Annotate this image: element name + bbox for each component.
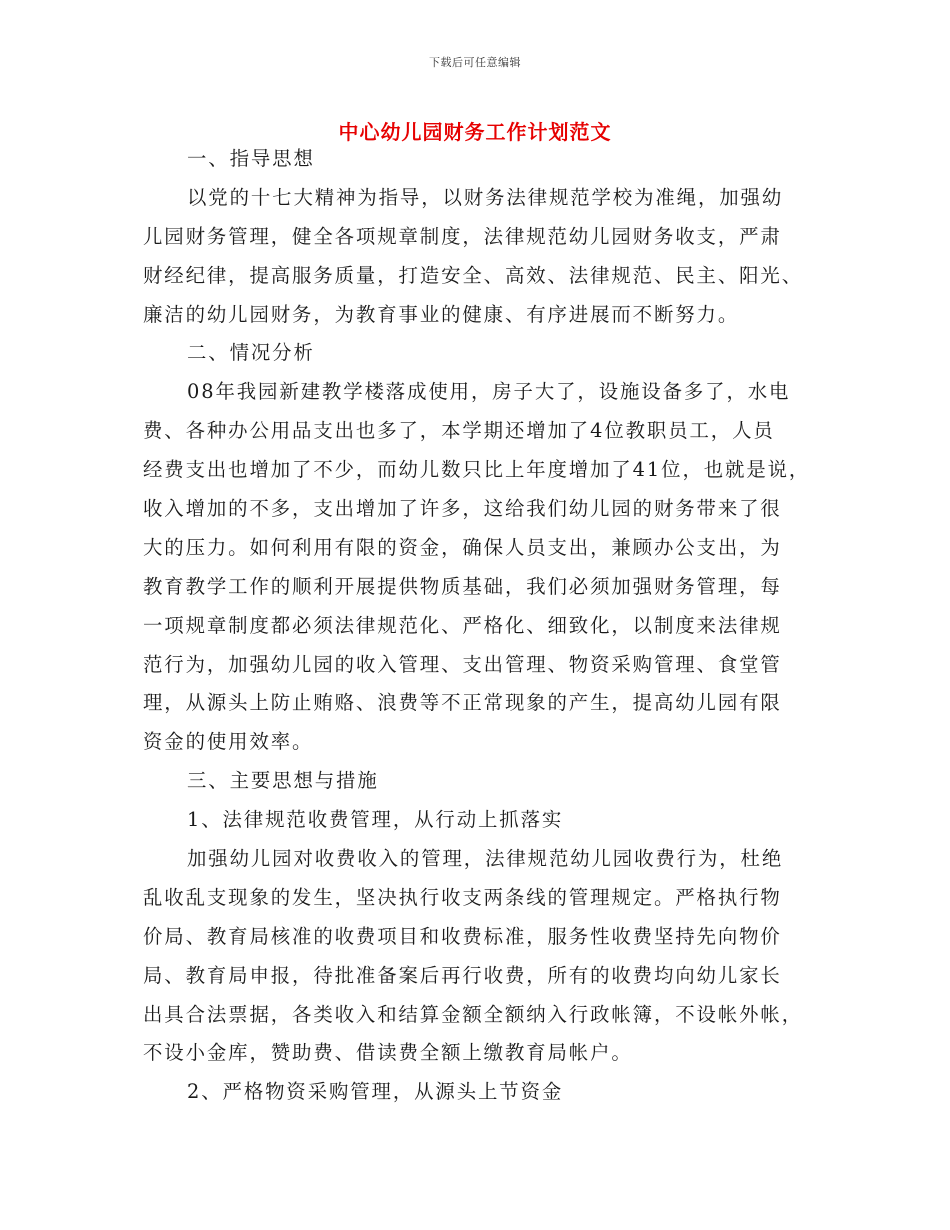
- text-line: 经费支出也增加了不少，而幼儿数只比上年度增加了41位，也就是说，: [143, 458, 811, 482]
- text-line: 二、情况分析: [187, 341, 315, 365]
- text-line: 一、指导思想: [187, 147, 315, 170]
- text-line: 资金的使用效率。: [143, 730, 314, 754]
- text-line: 财经纪律，提高服务质量，打造安全、高效、法律规范、民主、阳光、: [143, 263, 804, 287]
- text-line: 儿园财务管理，健全各项规章制度，法律规范幼儿园财务收支，严肃: [143, 224, 782, 248]
- text-line: 08年我园新建教学楼落成使用，房子大了，设施设备多了，水电: [187, 380, 791, 404]
- text-line: 三、主要思想与措施: [187, 769, 379, 793]
- text-line: 教育教学工作的顺利开展提供物质基础，我们必须加强财务管理，每: [143, 574, 782, 598]
- text-line: 加强幼儿园对收费收入的管理，法律规范幼儿园收费行为，杜绝: [187, 847, 784, 871]
- text-line: 范行为，加强幼儿园的收入管理、支出管理、物资采购管理、食堂管: [143, 652, 782, 676]
- text-line: 费、各种办公用品支出也多了，本学期还增加了4位教职员工，人员: [143, 419, 775, 443]
- text-line: 不设小金库，赞助费、借读费全额上缴教育局帐户。: [143, 1041, 633, 1065]
- header-note: 下载后可任意编辑: [429, 56, 521, 69]
- text-line: 局、教育局申报，待批准备案后再行收费，所有的收费均向幼儿家长: [143, 963, 782, 987]
- document-title: 中心幼儿园财务工作计划范文: [338, 120, 612, 144]
- document-body: [143, 140, 815, 1112]
- text-line: 出具合法票据，各类收入和结算金额全额纳入行政帐簿，不设帐外帐，: [143, 1002, 804, 1026]
- text-line: 2、严格物资采购管理，从源头上节资金: [187, 1080, 564, 1104]
- text-line: 乱收乱支现象的发生，坚决执行收支两条线的管理规定。严格执行物: [143, 885, 782, 909]
- text-line: 价局、教育局核准的收费项目和收费标准，服务性收费坚持先向物价: [143, 924, 782, 948]
- text-line: 收入增加的不多，支出增加了许多，这给我们幼儿园的财务带来了很: [143, 497, 782, 521]
- text-line: 理，从源头上防止贿赂、浪费等不正常现象的产生，提高幼儿园有限: [143, 691, 782, 715]
- text-line: 廉洁的幼儿园财务，为教育事业的健康、有序进展而不断努力。: [143, 302, 740, 326]
- text-line: 1、法律规范收费管理，从行动上抓落实: [187, 808, 564, 832]
- text-line: 大的压力。如何利用有限的资金，确保人员支出，兼顾办公支出，为: [143, 535, 782, 559]
- text-line: 一项规章制度都必须法律规范化、严格化、细致化，以制度来法律规: [143, 613, 782, 637]
- text-line: 以党的十七大精神为指导，以财务法律规范学校为准绳，加强幼: [187, 185, 784, 209]
